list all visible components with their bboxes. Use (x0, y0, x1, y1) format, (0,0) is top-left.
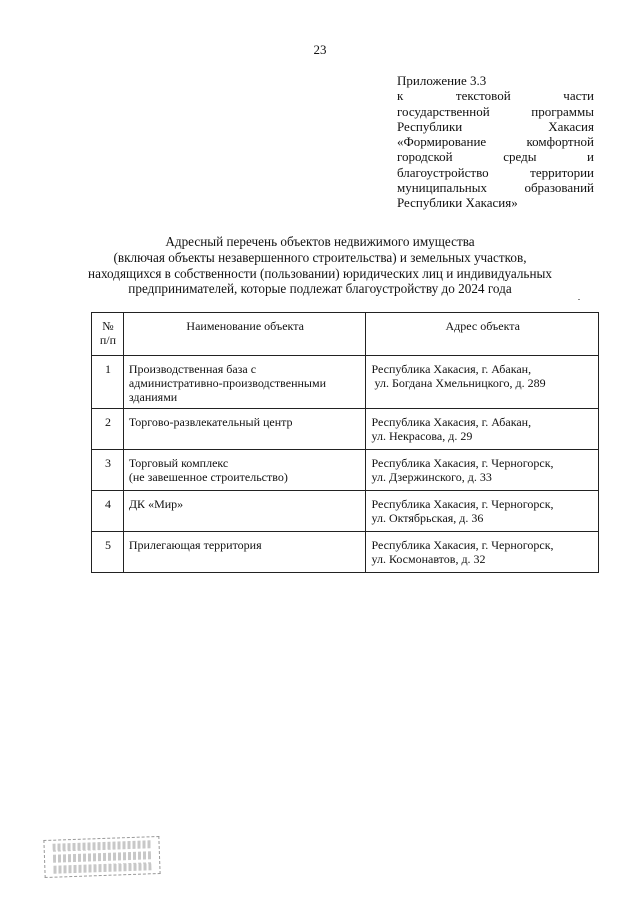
address-line: ул. Октябрьская, д. 36 (371, 511, 484, 525)
row-number: 3 (92, 450, 124, 491)
object-name-line: Торговый комплекс (128, 456, 229, 470)
object-name (123, 450, 366, 491)
header-name: Наименование объекта (123, 313, 366, 356)
address-line: ул. Богдана Хмельницкого, д. 289 (374, 376, 546, 390)
address-line: ул. Некрасова, д. 29 (371, 429, 473, 443)
appendix-line: Республики Хакасия» (397, 195, 518, 211)
objects-table (91, 312, 599, 573)
address-line: Республика Хакасия, г. Черногорск, (371, 456, 554, 470)
object-name-line: Прилегающая территория (128, 538, 262, 552)
object-address (366, 491, 599, 532)
scan-speck (578, 299, 580, 300)
object-name-line: административно-производственными (128, 376, 326, 390)
table-row (92, 409, 599, 450)
address-line: ул. Дзержинского, д. 33 (371, 470, 492, 484)
title-line: (включая объекты незавершенного строительства) и земельных участков, (113, 249, 527, 265)
address-line: Республика Хакасия, г. Черногорск, (371, 538, 554, 552)
object-name-line: зданиями (128, 390, 178, 404)
title-line: предпринимателей, которые подлежат благоустройству до 2024 года (128, 281, 512, 297)
object-address (366, 409, 599, 450)
object-address (366, 532, 599, 573)
appendix-line: благоустройство территории (397, 164, 594, 180)
appendix-header (397, 73, 594, 211)
row-number: 2 (92, 409, 124, 450)
object-name (123, 409, 366, 450)
header-address: Адрес объекта (366, 313, 599, 356)
stamp-line (53, 862, 151, 873)
table-row (92, 356, 599, 409)
object-name (123, 356, 366, 409)
object-address (366, 450, 599, 491)
object-address (366, 356, 599, 409)
title-line: находящихся в собственности (пользовании) юридических лиц и индивидуальных (88, 265, 552, 281)
object-name-line: (не завешенное строительство) (128, 470, 288, 484)
appendix-line: к текстовой части (397, 88, 594, 104)
title-line: Адресный перечень объектов недвижимого имущества (165, 234, 475, 249)
row-number: 5 (92, 532, 124, 573)
appendix-label: Приложение 3.3 (397, 73, 487, 88)
header-number (92, 313, 124, 356)
object-name-line: Производственная база с (128, 362, 257, 376)
table-header-row (92, 313, 599, 356)
table-row (92, 450, 599, 491)
row-number: 1 (92, 356, 124, 409)
row-number: 4 (92, 491, 124, 532)
registration-stamp (43, 836, 160, 878)
table-row (92, 491, 599, 532)
appendix-line: городской среды и (397, 149, 594, 165)
object-name (123, 491, 366, 532)
appendix-line: муниципальных образований (397, 180, 594, 196)
address-line: Республика Хакасия, г. Абакан, (371, 362, 532, 376)
appendix-line: государственной программы (397, 103, 594, 119)
header-number-abbr: п/п (99, 333, 117, 347)
address-line: ул. Космонавтов, д. 32 (371, 552, 486, 566)
address-line: Республика Хакасия, г. Абакан, (371, 415, 532, 429)
stamp-line (53, 840, 151, 851)
header-number-symbol: № (102, 319, 114, 333)
appendix-line: «Формирование комфортной (397, 134, 594, 150)
object-name-line: Торгово-развлекательный центр (128, 415, 293, 429)
stamp-line (53, 851, 151, 862)
object-name (123, 532, 366, 573)
object-name-line: ДК «Мир» (128, 497, 184, 511)
document-title (40, 234, 600, 297)
page-number: 23 (313, 42, 327, 57)
address-line: Республика Хакасия, г. Черногорск, (371, 497, 554, 511)
table-row (92, 532, 599, 573)
appendix-line: Республики Хакасия (397, 118, 594, 134)
